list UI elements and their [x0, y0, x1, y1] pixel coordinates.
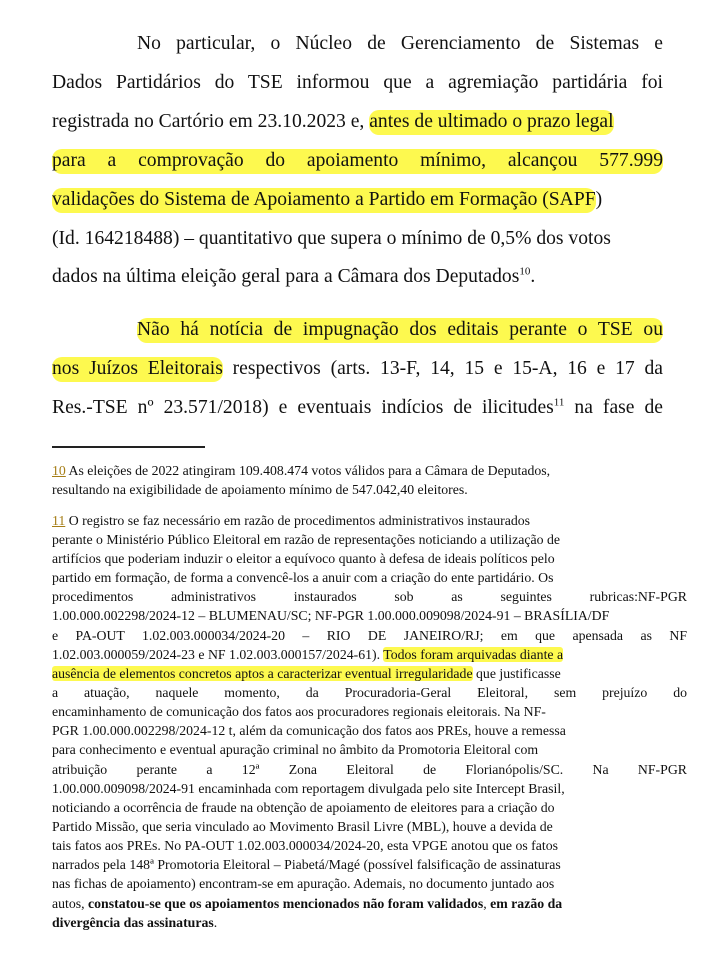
footnote-11-line12 — [52, 721, 687, 740]
highlight: validações do Sistema de Apoiamento a Partido em Formação (SAPF — [52, 188, 596, 213]
footnote-11-line21 — [52, 894, 687, 913]
footnote-11-text: O registro se faz necessário em razão de procedimentos administrativos instaurados — [65, 513, 531, 528]
footnote-11-text: que justificasse — [472, 666, 561, 681]
para1-line4 — [52, 148, 663, 174]
footnote-11-bold: constatou-se que os apoiamentos mencionados não foram validados — [88, 896, 484, 911]
para1-line3 — [52, 109, 685, 135]
highlight: Não há notícia de impugnação dos editais perante o TSE ou — [137, 318, 663, 343]
highlight: Todos foram arquivadas diante a — [383, 647, 564, 662]
footnote-11-line2 — [52, 530, 687, 549]
footnote-11-bold: em razão da — [490, 896, 563, 911]
para1-line5 — [52, 187, 685, 213]
footnote-11-text: Partido Missão, que seria vinculado ao Movimento Brasil Livre (MBL), houve a devida de — [52, 819, 553, 834]
footnote-11-text: narrados pela 148ª Promotoria Eleitoral – Piabetá/Magé (possível falsificação de assinaturas — [52, 857, 561, 872]
footnote-11-line13 — [52, 740, 687, 759]
footnote-ref-11[interactable]: 11 — [553, 396, 565, 409]
footnote-11-line8 — [52, 645, 687, 664]
footnote-11-text: para conhecimento e eventual apuração criminal no âmbito da Promotoria Eleitoral com — [52, 742, 539, 757]
footnote-11-line18 — [52, 836, 687, 855]
footnote-10-number[interactable]: 10 — [52, 463, 66, 478]
footnote-10-line2 — [52, 480, 687, 499]
footnote-11-line20 — [52, 874, 687, 893]
footnote-11-text: PGR 1.00.000.002298/2024-12 t, além da comunicação dos fatos aos PREs, houve a remessa — [52, 723, 566, 738]
para2-line2 — [52, 356, 663, 382]
para2-line3 — [52, 395, 663, 421]
footnote-11-text: tais fatos aos PREs. No PA-OUT 1.02.003.000034/2024-20, esta VPGE anotou que os fatos — [52, 838, 558, 853]
footnote-11-text: procedimentos administrativos instaurados sob as seguintes rubricas:NF-PGR — [52, 589, 687, 604]
highlight: ausência de elementos concretos aptos a caracterizar eventual irregularidade — [52, 666, 473, 681]
para1-line1 — [137, 31, 663, 57]
footnote-11-text: noticiando a ocorrência de fraude na obtenção de apoiamento de eleitores para a criação do — [52, 800, 555, 815]
footnote-11-text: nas fichas de apoiamento) encontram-se em apuração. Ademais, no documento juntado aos — [52, 876, 555, 891]
footnote-11-line9 — [52, 664, 687, 683]
highlight: para a comprovação do apoiamento mínimo, alcançou 577.999 — [52, 149, 663, 174]
highlight: antes de ultimado o prazo legal — [369, 110, 613, 135]
footnote-11-line4 — [52, 568, 687, 587]
para1-line7 — [52, 264, 685, 290]
footnote-11-bold: divergência das assinaturas — [52, 915, 214, 930]
footnote-11-text: . — [213, 915, 218, 930]
footnote-separator — [52, 446, 205, 448]
footnote-11-line19 — [52, 855, 687, 874]
para2-line2-text: respectivos (arts. 13-F, 14, 15 e 15-A, 16 e 17 da — [222, 358, 663, 379]
footnote-10-text: resultando na exigibilidade de apoiamento mínimo de 547.042,40 eleitores. — [52, 482, 468, 497]
footnote-11-line6 — [52, 606, 687, 625]
footnote-11-line1 — [52, 511, 687, 530]
highlight: nos Juízos Eleitorais — [52, 357, 223, 382]
para2-line3-text: Res.-TSE nº 23.571/2018) e eventuais indícios de ilicitudes — [52, 397, 554, 418]
footnote-11-text: artifícios que poderiam induzir o eleitor a equívoco quanto à defesa de ideais políticos pelo — [52, 551, 555, 566]
footnote-11-text: 1.00.000.009098/2024-91 encaminhada com reportagem divulgada pelo site Intercept Brasil, — [52, 781, 565, 796]
footnote-11-text: 1.02.003.000059/2024-23 e NF 1.02.003.000157/2024-61). — [52, 647, 384, 662]
footnote-11-text: 1.00.000.002298/2024-12 – BLUMENAU/SC; NF-PGR 1.00.000.009098/2024-91 – BRASÍLIA/DF — [52, 608, 610, 623]
footnote-11-number[interactable]: 11 — [52, 513, 66, 528]
footnote-11-text: atribuição perante a 12ª Zona Eleitoral de Florianópolis/SC. Na NF-PGR — [52, 762, 687, 777]
footnote-11-line11 — [52, 702, 687, 721]
para2-line1 — [137, 317, 663, 343]
para1-line7-end: . — [530, 266, 536, 287]
para1-line2 — [52, 70, 663, 96]
footnote-11-text: e PA-OUT 1.02.003.000034/2024-20 – RIO DE JANEIRO/RJ; em que apensada as NF — [52, 628, 687, 643]
footnote-11-line10 — [52, 683, 687, 702]
para2-line3-end: na fase de — [564, 397, 663, 418]
footnote-10-text: As eleições de 2022 atingiram 109.408.474 votos válidos para a Câmara de Deputados, — [65, 463, 551, 478]
footnote-11-line5 — [52, 587, 687, 606]
footnote-11-text: perante o Ministério Público Eleitoral em razão de representações noticiando a utilização de — [52, 532, 560, 547]
para1-line6-text: (Id. 164218488) – quantitativo que supera o mínimo de 0,5% dos votos — [52, 228, 611, 249]
para1-line1-text: No particular, o Núcleo de Gerenciamento de Sistemas e — [137, 33, 663, 54]
footnote-11-text: , — [483, 896, 491, 911]
footnote-ref-10[interactable]: 10 — [519, 265, 531, 278]
footnote-11-line15 — [52, 779, 687, 798]
para1-line3-text: registrada no Cartório em 23.10.2023 e, — [52, 111, 370, 132]
footnote-11-line17 — [52, 817, 687, 836]
footnote-10-line1 — [52, 461, 687, 480]
footnote-11-line7 — [52, 626, 687, 645]
para1-line5-paren: ) — [595, 189, 603, 210]
footnote-11-text: encaminhamento de comunicação dos fatos aos procuradores regionais eleitorais. Na NF- — [52, 704, 546, 719]
footnote-11-line16 — [52, 798, 687, 817]
para1-line6 — [52, 226, 685, 252]
footnote-11-line3 — [52, 549, 687, 568]
footnote-11-text: partido em formação, de forma a convencê-los a anuir com a criação do ente partidário. Os — [52, 570, 554, 585]
footnote-11-text: autos, — [52, 896, 89, 911]
footnote-11-line22 — [52, 913, 687, 932]
footnote-11-line14 — [52, 760, 687, 779]
para1-line2-text: Dados Partidários do TSE informou que a agremiação partidária foi — [52, 72, 663, 93]
footnote-11-text: a atuação, naquele momento, da Procuradoria-Geral Eleitoral, sem prejuízo do — [52, 685, 687, 700]
para1-line7-text: dados na última eleição geral para a Câmara dos Deputados — [52, 266, 520, 287]
